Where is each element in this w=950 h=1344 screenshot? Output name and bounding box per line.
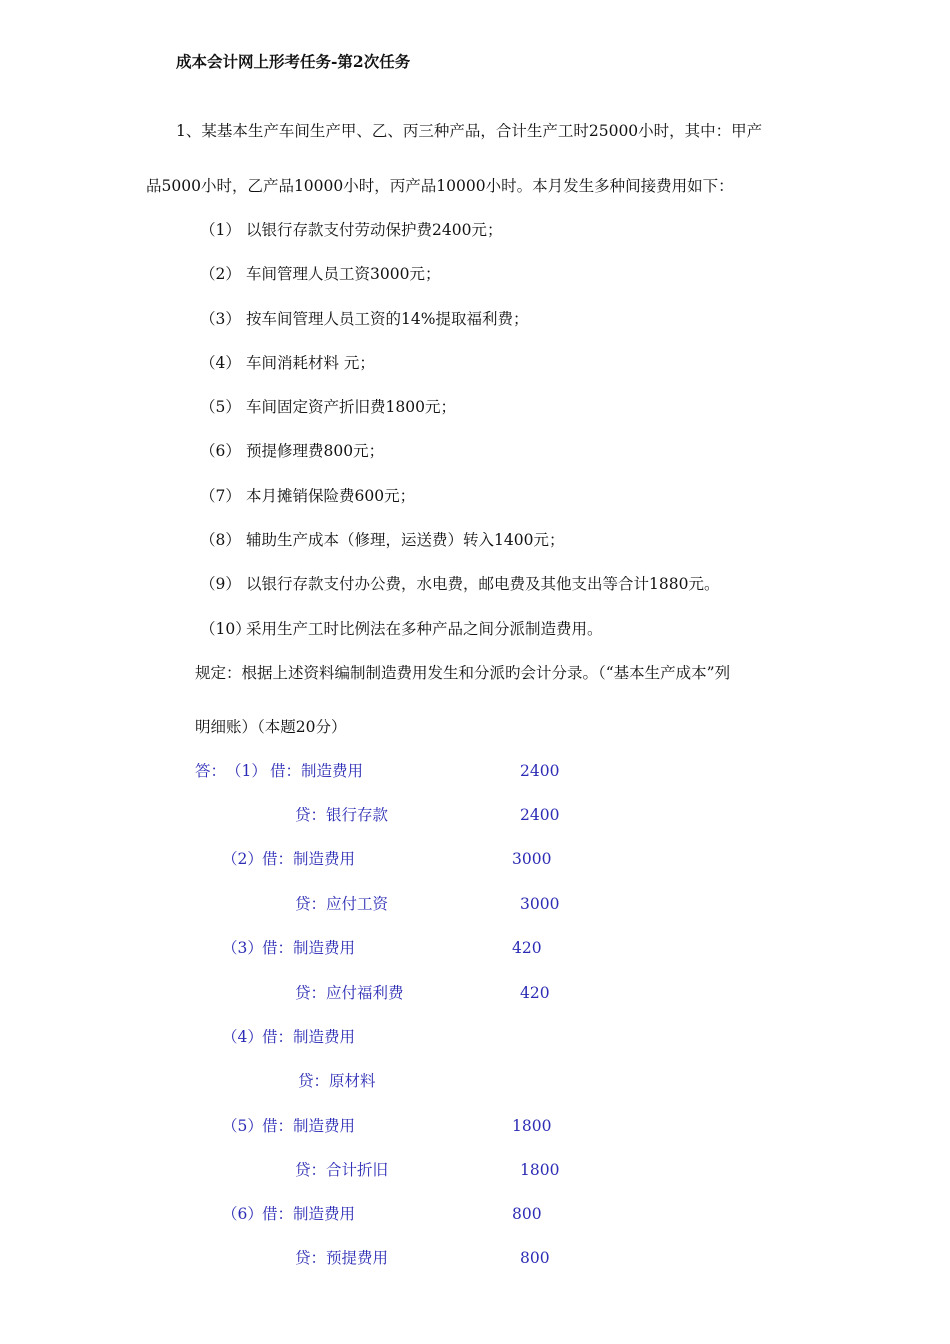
debit-amount: 2400 [520,762,560,780]
credit-amount: 800 [520,1249,550,1267]
item-number: （9） [200,575,241,593]
item-text: 采用生产工时比例法在多种产品之间分派制造费用。 [246,620,603,638]
credit-amount: 2400 [520,806,560,824]
item-number: （6） [200,442,241,460]
credit-amount: 1800 [520,1161,560,1179]
entry-number: （2） [222,850,263,868]
credit-amount: 3000 [520,895,560,913]
debit-line: 借：制造费用 [262,1205,356,1223]
item-text: 车间消耗材料 元； [246,354,375,372]
item-text: 以银行存款支付办公费，水电费，邮电费及其他支出等合计1880元。 [246,575,720,593]
credit-line: 贷：合计折旧 [295,1161,389,1179]
debit-line: 借：制造费用 [262,850,356,868]
item-text: 预提修理费800元； [246,442,385,460]
debit-line: 借：制造费用 [262,1117,356,1135]
item-text: 车间固定资产折旧费1800元； [246,398,456,416]
question-line-1: 1、某基本生产车间生产甲、乙、丙三种产品，合计生产工时25000小时，其中：甲产 [176,122,763,140]
entry-number: （3） [222,939,263,957]
debit-amount: 3000 [512,850,552,868]
question-line-2: 品5000小时，乙产品10000小时，丙产品10000小时。本月发生多种间接费用如下： [146,177,734,195]
item-number: （4） [200,354,241,372]
requirement-line-2: 明细账）（本题20分） [195,718,347,736]
credit-line: 贷：应付福利费 [295,984,404,1002]
entry-number: （4） [222,1028,263,1046]
credit-line: 贷：应付工资 [295,895,389,913]
entry-number: （5） [222,1117,263,1135]
credit-line: 贷：银行存款 [295,806,389,824]
item-number: （3） [200,310,241,328]
item-text: 以银行存款支付劳动保护费2400元； [246,221,503,239]
credit-line: 贷：预提费用 [295,1249,389,1267]
item-text: 本月摊销保险费600元； [246,487,416,505]
credit-line: 贷：原材料 [298,1072,376,1090]
item-text: 车间管理人员工资3000元； [246,265,441,283]
item-number: （2） [200,265,241,283]
debit-line: 借：制造费用 [262,939,356,957]
credit-amount: 420 [520,984,550,1002]
debit-line: 借：制造费用 [270,762,364,780]
debit-amount: 800 [512,1205,542,1223]
debit-amount: 1800 [512,1117,552,1135]
item-text: 辅助生产成本（修理，运送费）转入1400元； [246,531,565,549]
debit-amount: 420 [512,939,542,957]
entry-number: （6） [222,1205,263,1223]
item-number: （5） [200,398,241,416]
requirement-line-1: 规定：根据上述资料编制制造费用发生和分派旳会计分录。（“基本生产成本”列 [195,664,731,682]
item-number: （7） [200,487,241,505]
document-title: 成本会计网上形考任务-第2次任务 [176,52,411,71]
answer-label: 答： [195,762,227,780]
item-number: （1） [200,221,241,239]
entry-number: （1） [226,762,267,780]
item-number: （10） [200,620,251,638]
item-text: 按车间管理人员工资的14%提取福利费； [246,310,529,328]
debit-line: 借：制造费用 [262,1028,356,1046]
item-number: （8） [200,531,241,549]
